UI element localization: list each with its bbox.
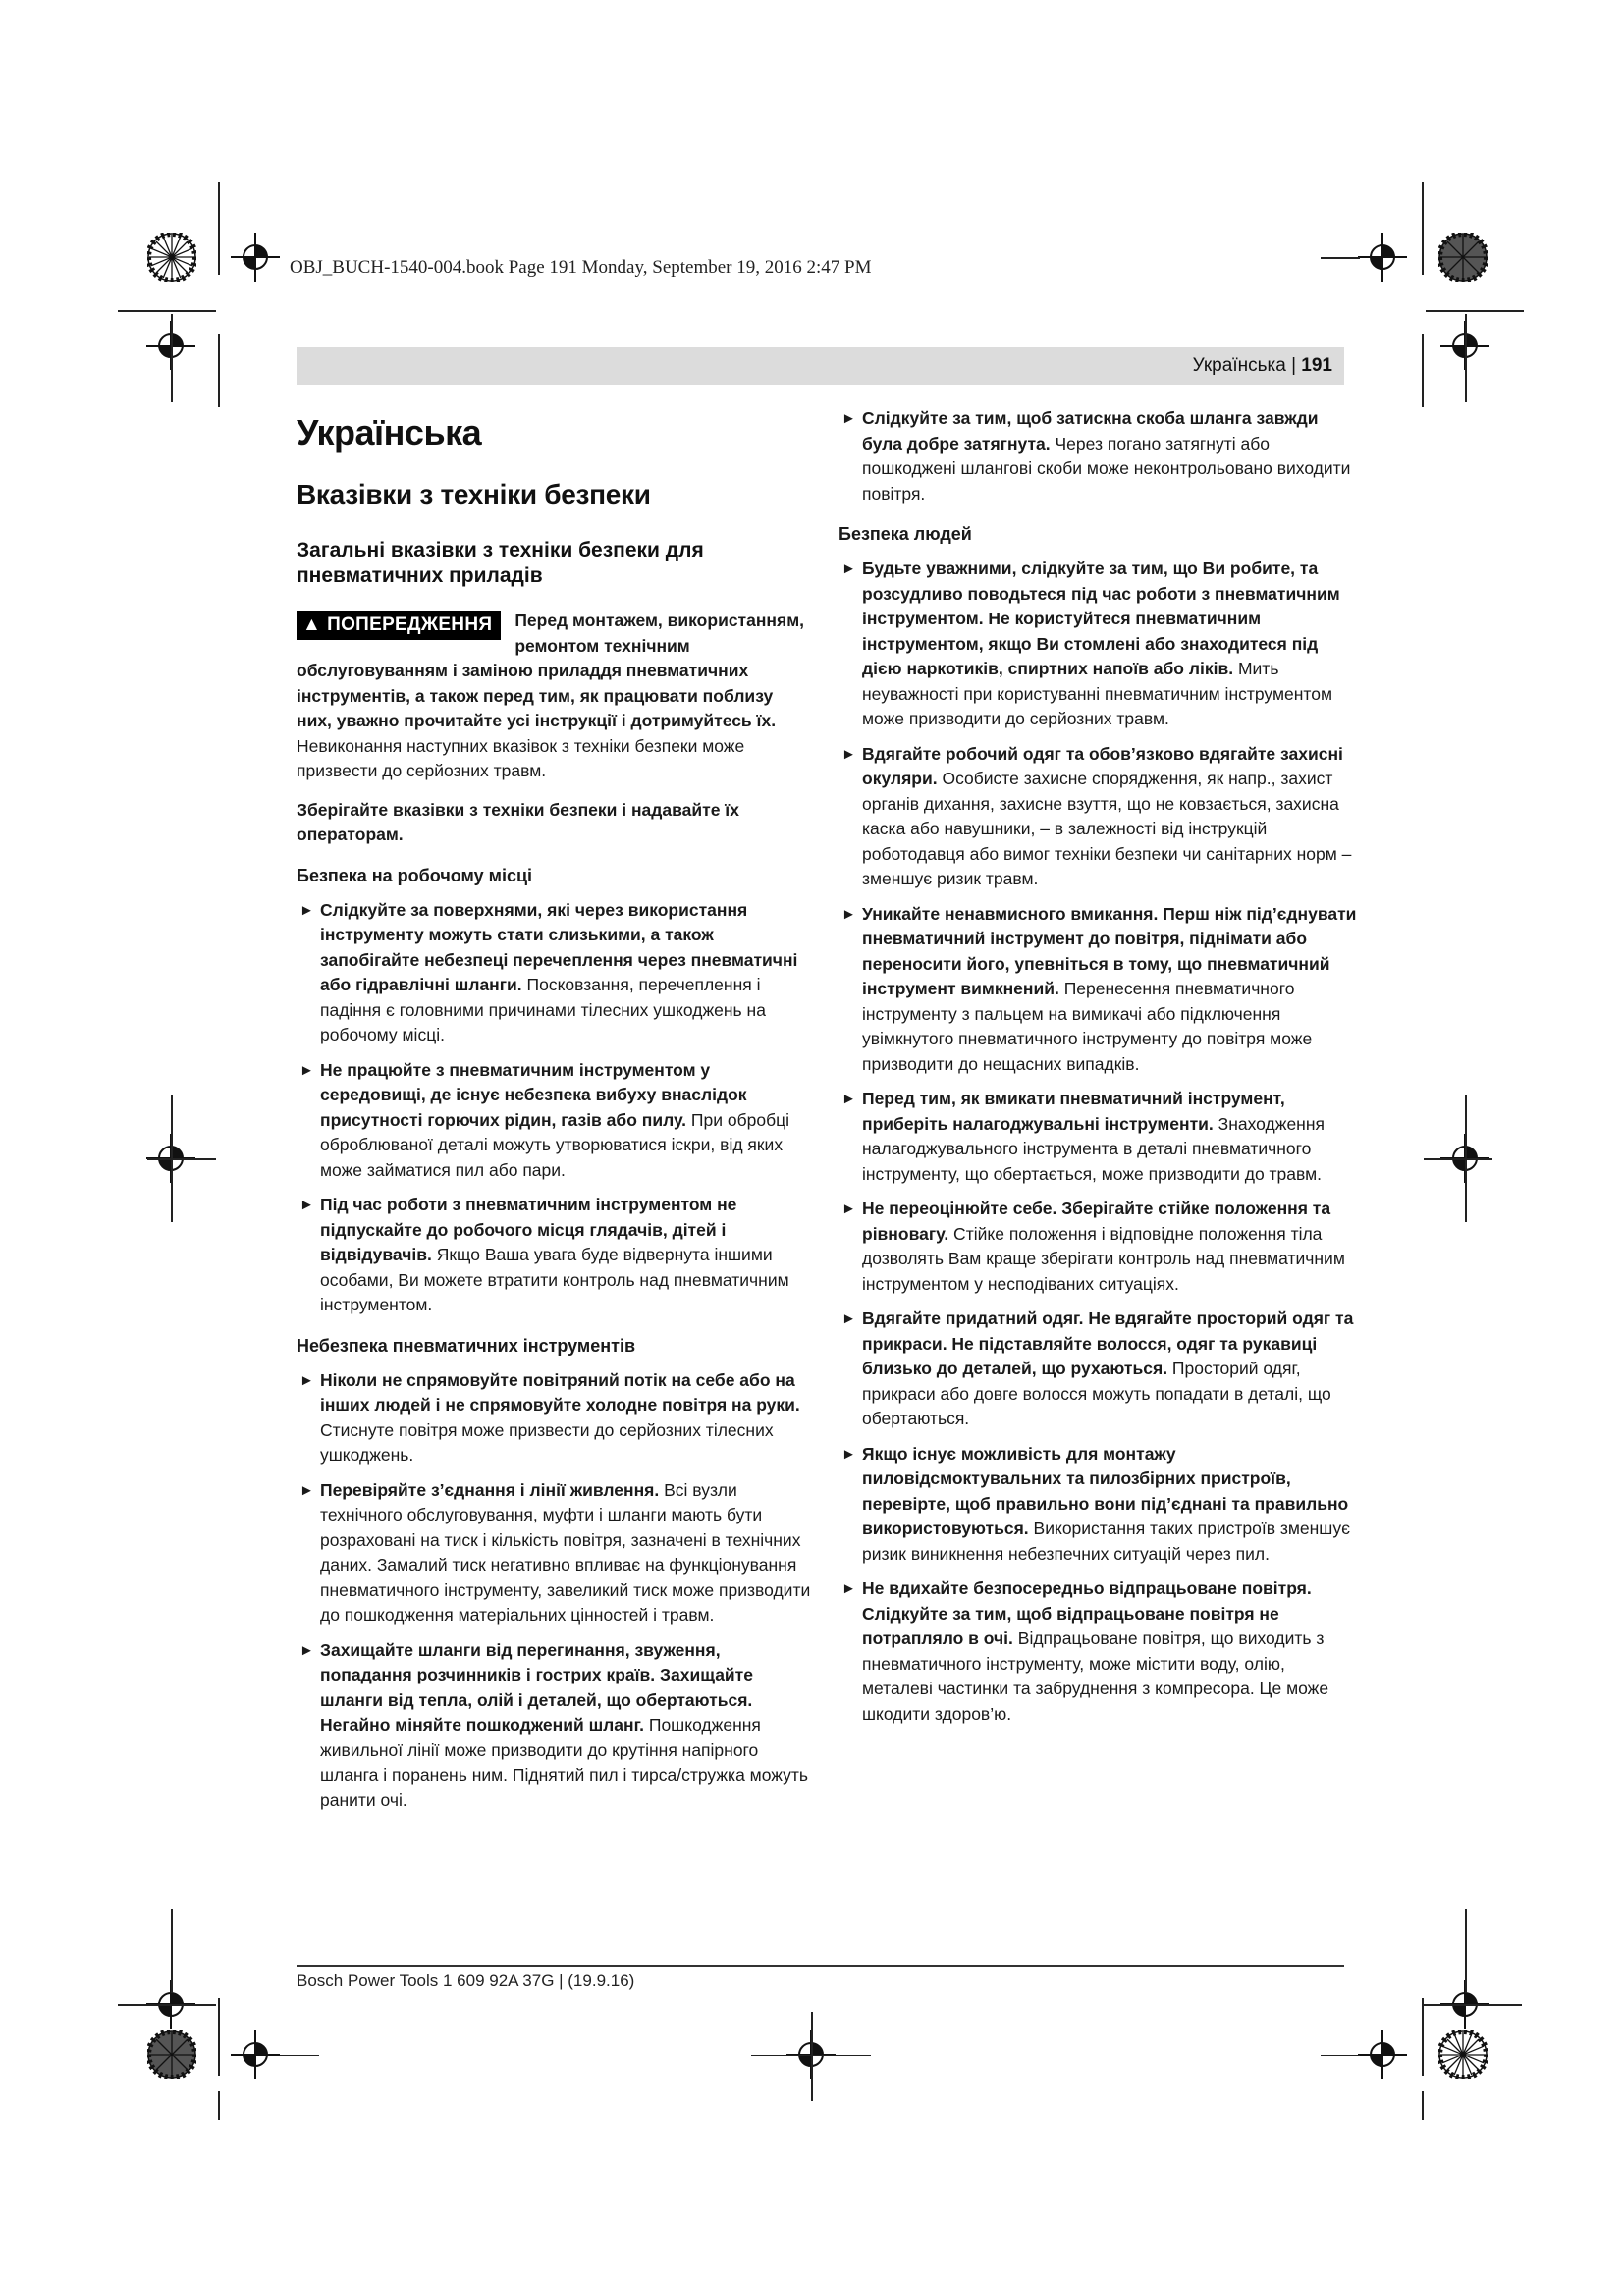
registration-mark-icon: [231, 233, 280, 282]
item-text: Через погано затягнуті або пошкоджені шлангові скоби може неконтрольовано виходити повітря.: [862, 433, 1351, 504]
right-column: [839, 397, 1357, 1727]
triangle-right-icon: ►: [299, 1371, 314, 1389]
item-bold-text: Якщо існує можливість для монтажу пиловідсмоктувальних та пилозбірних пристроїв, перевірте, щоб правильно вони під’єднані та правильно використовуються.: [862, 1443, 1349, 1538]
item-bold-text: Не вдихайте безпосередньо відпрацьоване повітря. Слідкуйте за тим, щоб відпрацьоване повітря не потрапляло в очі.: [862, 1578, 1312, 1648]
header-separator: |: [1291, 355, 1297, 376]
item-text: Всі вузли технічного обслуговування, муфти і шланги мають бути розраховані на тиск і кількість повітря, зазначені в технічних даних. Замалий тиск негативно впливає на функціонування пневматичного інструменту, завеликий тиск може призводити до пошкодження матеріальних цінностей і травм.: [320, 1479, 811, 1625]
triangle-right-icon: ►: [299, 1641, 314, 1659]
list-item: [839, 742, 1357, 892]
triangle-right-icon: ►: [841, 561, 856, 577]
triangle-right-icon: ►: [841, 1445, 856, 1463]
item-bold-text: Будьте уважними, слідкуйте за тим, що Ви робите, та розсудливо поводьтеся під час роботи з пневматичним інструментом. Не користуйтеся пневматичним інструментом, якщо Ви стомлені або знаходитеся під дією наркотиків, спиртних напоїв або ліків.: [862, 559, 1340, 678]
people-list: [839, 557, 1357, 1727]
warning-normal: Невиконання наступних вказівок з техніки безпеки може призвести до серйозних травм.: [297, 735, 745, 780]
warning-block: [297, 609, 811, 784]
registration-mark-icon: [231, 2030, 280, 2079]
item-bold-text: Не працюйте з пневматичним інструментом у середовищі, де існує небезпека вибуху внаслідок присутності горючих рідин, газів або пилу.: [320, 1059, 747, 1130]
color-wheel-icon: [147, 2030, 196, 2079]
header-page-label: [1193, 347, 1332, 385]
print-slug: OBJ_BUCH-1540-004.book Page 191 Monday, September 19, 2016 2:47 PM: [290, 257, 872, 278]
list-item: [839, 1576, 1357, 1727]
list-item: [839, 1087, 1357, 1187]
list-item: [839, 1307, 1357, 1432]
triangle-right-icon: ►: [299, 1197, 314, 1213]
list-item: [839, 406, 1357, 507]
workplace-title: Безпека на робочому місці: [297, 865, 533, 885]
top-item-list: [839, 406, 1357, 507]
item-bold-text: Слідкуйте за тим, щоб затискна скоба шланга завжди була добре затягнута.: [862, 408, 1319, 454]
page-header: [297, 347, 1344, 385]
item-text: Просторий одяг, прикраси або довге волосся можуть попадати в деталі, що обертаються.: [862, 1359, 1331, 1428]
footer-rule: [297, 1965, 1344, 1967]
header-section: Українська: [1192, 355, 1286, 376]
item-text: Особисте захисне спорядження, як напр., захист органів дихання, захисне взуття, що не ковзається, захисна каска або навушники, – в залежності від інструкцій роботодавця або вимог техніки безпеки чи санітарних норм – зменшує ризик травм.: [862, 769, 1352, 888]
warning-label: ПОПЕРЕДЖЕННЯ: [327, 614, 493, 635]
triangle-right-icon: ►: [841, 905, 856, 923]
triangle-right-icon: ►: [299, 1481, 314, 1499]
people-title: Безпека людей: [839, 524, 972, 544]
list-item: [297, 1193, 811, 1318]
item-bold-text: Перевіряйте з’єднання і лінії живлення.: [320, 1479, 660, 1500]
item-bold-text: Ніколи не спрямовуйте повітряний потік на себе або на інших людей і не спрямовуйте холодне повітря на руки.: [320, 1369, 800, 1415]
section-title: Вказівки з техніки безпеки: [297, 479, 651, 509]
triangle-right-icon: ►: [299, 901, 314, 919]
workplace-list: [297, 898, 811, 1318]
list-item: [297, 1368, 811, 1468]
item-text: Відпрацьоване повітря, що виходить з пневматичного інструменту, може містити воду, олію, металеві частинки та забруднення з компресора. Це може шкодити здоров’ю.: [862, 1629, 1329, 1724]
color-wheel-icon: [147, 233, 196, 282]
hazards-list: [297, 1368, 811, 1814]
item-text: Стійке положення і відповідне положення тіла дозволять Вам краще зберігати контроль над пневматичним інструментом у несподіваних ситуаціях.: [862, 1223, 1345, 1294]
item-text: Пошкодження живильної лінії може призводити до крутіння напірного шланга і поранень ним. Піднятий пил і тирса/стружка можуть ранити очі.: [320, 1715, 809, 1810]
triangle-right-icon: ►: [841, 1310, 856, 1327]
item-bold-text: Під час роботи з пневматичним інструментом не підпускайте до робочого місця глядачів, дітей і відвідувачів.: [320, 1195, 737, 1264]
list-item: [839, 1197, 1357, 1297]
triangle-right-icon: ►: [841, 1201, 856, 1217]
hazards-title: Небезпека пневматичних інструментів: [297, 1335, 636, 1356]
list-item: [839, 557, 1357, 732]
triangle-right-icon: ►: [299, 1061, 314, 1079]
item-text: Перенесення пневматичного інструменту з пальцем на вимикачі або підключення увімкнутого пневматичного інструменту до повітря може призводити до нещасних випадків.: [862, 979, 1313, 1074]
item-text: Стиснуте повітря може призвести до серйозних тілесних ушкоджень.: [320, 1419, 774, 1465]
item-text: Посковзання, перечеплення і падіння є головними причинами тілесних ушкоджень на робочому місці.: [320, 975, 766, 1044]
item-bold-text: Перед тим, як вмикати пневматичний інструмент, приберіть налагоджувальні інструменти.: [862, 1089, 1285, 1134]
item-bold-text: Уникайте ненавмисного вмикання. Перш ніж під’єднувати пневматичний інструмент до повітря, піднімати або переносити його, упевніться в тому, що пневматичний інструмент вимкнений.: [862, 903, 1357, 998]
item-bold-text: Вдягайте придатний одяг. Не вдягайте просторий одяг та прикраси. Не підставляйте волосся, одяг та рукавиці близько до деталей, що рухаються.: [862, 1308, 1354, 1378]
item-text: Знаходження налагоджувального інструмента в деталі пневматичного інструменту, що обертається, може призводити до травм.: [862, 1113, 1325, 1184]
subsection-title: Загальні вказівки з техніки безпеки для пневматичних приладів: [297, 539, 704, 587]
triangle-right-icon: ►: [841, 410, 856, 427]
color-wheel-icon: [1438, 2030, 1488, 2079]
list-item: [297, 1638, 811, 1814]
warning-triangle-icon: ▲: [302, 614, 322, 635]
left-column: [297, 397, 811, 1813]
registration-mark-icon: [1358, 233, 1407, 282]
warning-bold: Перед монтажем, використанням, ремонтом технічним обслуговуванням і заміною приладдя пневматичних інструментів, а також перед тим, як працювати поблизу них, уважно прочитайте усі інструкції і дотримуйтесь їх.: [297, 611, 805, 730]
triangle-right-icon: ►: [841, 745, 856, 763]
item-text: При обробці оброблюваної деталі можуть утворюватися іскри, від яких може займатися пил або пари.: [320, 1109, 790, 1180]
item-bold-text: Захищайте шланги від перегинання, звуження, попадання розчинників і гострих країв. Захищайте шланги від тепла, олій і деталей, що обертаються. Негайно міняйте пошкоджений шланг.: [320, 1639, 753, 1735]
item-text: Якщо Ваша увага буде відвернута іншими особами, Ви можете втратити контроль над пневматичним інструментом.: [320, 1245, 789, 1314]
list-item: [297, 1478, 811, 1629]
color-wheel-icon: [1438, 233, 1488, 282]
footer-text: Bosch Power Tools 1 609 92A 37G | (19.9.16): [297, 1971, 635, 1990]
list-item: [839, 1442, 1357, 1568]
page-number: 191: [1301, 355, 1332, 376]
registration-mark-icon: [1358, 2030, 1407, 2079]
warning-badge: [297, 611, 501, 640]
page-title: Українська: [297, 412, 482, 453]
item-bold-text: Вдягайте робочий одяг та обов’язково вдягайте захисні окуляри.: [862, 743, 1343, 788]
item-text: Мить неуважності при користуванні пневматичним інструментом може призводити до серйозних травм.: [862, 659, 1332, 728]
list-item: [297, 898, 811, 1048]
triangle-right-icon: ►: [841, 1091, 856, 1107]
item-text: Використання таких пристроїв зменшує ризик виникнення небезпечних ситуацій через пил.: [862, 1519, 1351, 1564]
item-bold-text: Слідкуйте за поверхнями, які через використання інструменту можуть стати слизькими, а також запобігайте небезпеці перечеплення через пневматичні або гідравлічні шланги.: [320, 899, 798, 994]
list-item: [839, 902, 1357, 1078]
triangle-right-icon: ►: [841, 1580, 856, 1597]
item-bold-text: Не переоцінюйте себе. Зберігайте стійке положення та рівновагу.: [862, 1199, 1331, 1244]
list-item: [297, 1058, 811, 1184]
keep-instructions: Зберігайте вказівки з техніки безпеки і надавайте їх операторам.: [297, 799, 739, 844]
